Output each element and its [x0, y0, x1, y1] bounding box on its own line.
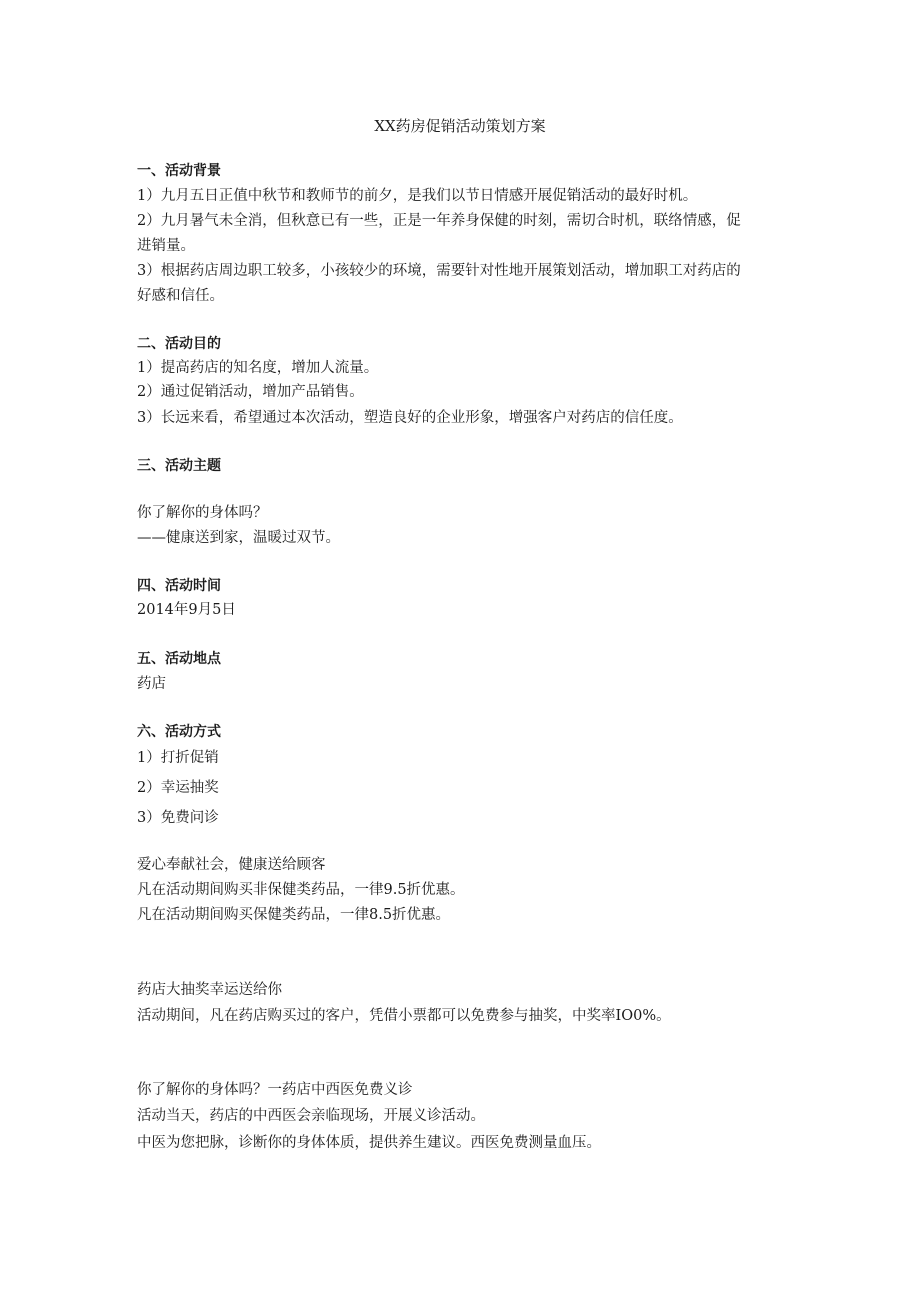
section-heading-methods: 六、活动方式 [137, 724, 221, 740]
section-heading-location: 五、活动地点 [137, 651, 221, 667]
clinic-title: 你了解你的身体吗？一药店中西医免费义诊 [137, 1082, 413, 1098]
paragraph-line: 2）通过促销活动，增加产品销售。 [137, 384, 364, 400]
paragraph-line: 你了解你的身体吗？ [137, 505, 268, 521]
document-title: XX药房促销活动策划方案 [374, 117, 546, 135]
paragraph-line: 进销量。 [137, 238, 195, 254]
clinic-line: 中医为您把脉，诊断你的身体体质，提供养生建议。西医免费测量血压。 [137, 1135, 601, 1151]
discount-line: 凡在活动期间购买非保健类药品，一律9.5折优惠。 [137, 882, 465, 898]
paragraph-line: 3）长远来看，希望通过本次活动，塑造良好的企业形象，增强客户对药店的信任度。 [137, 410, 683, 426]
paragraph-line: 1）九月五日正值中秋节和教师节的前夕，是我们以节日情感开展促销活动的最好时机。 [137, 188, 698, 204]
paragraph-line: 2014年9月5日 [137, 602, 236, 618]
lottery-title: 药店大抽奖幸运送给你 [137, 982, 282, 998]
paragraph-line: 3）免费问诊 [137, 810, 219, 826]
section-heading-time: 四、活动时间 [137, 578, 221, 594]
paragraph-line: ——健康送到家，温暖过双节。 [137, 530, 340, 546]
paragraph-line: 1）打折促销 [137, 750, 219, 766]
section-heading-theme: 三、活动主题 [137, 458, 221, 474]
paragraph-line: 3）根据药店周边职工较多，小孩较少的环境，需要针对性地开展策划活动，增加职工对药店的 [137, 263, 741, 279]
clinic-line: 活动当天，药店的中西医会亲临现场，开展义诊活动。 [137, 1108, 485, 1124]
paragraph-line: 好感和信任。 [137, 288, 224, 304]
discount-line: 凡在活动期间购买保健类药品，一律8.5折优惠。 [137, 907, 451, 923]
paragraph-line: 药店 [137, 676, 166, 692]
paragraph-line: 1）提高药店的知名度，增加人流量。 [137, 360, 379, 376]
paragraph-line: 2）九月暑气未全消，但秋意已有一些，正是一年养身保健的时刻，需切合时机，联络情感，促 [137, 213, 741, 229]
section-heading-background: 一、活动背景 [137, 163, 221, 179]
lottery-line: 活动期间，凡在药店购买过的客户，凭借小票都可以免费参与抽奖，中奖率IO0%。 [137, 1008, 671, 1024]
section-heading-purpose: 二、活动目的 [137, 336, 221, 352]
paragraph-line: 2）幸运抽奖 [137, 780, 219, 796]
discount-title: 爱心奉献社会，健康送给顾客 [137, 857, 326, 873]
